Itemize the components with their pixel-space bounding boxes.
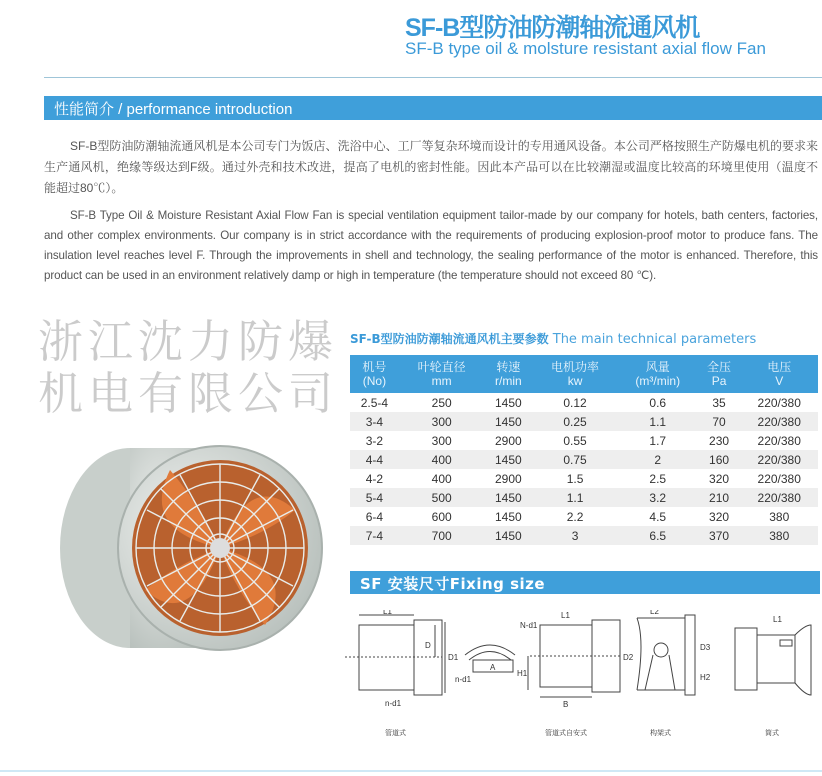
column-header-line: (No) [362, 374, 387, 388]
column-header [485, 355, 533, 393]
caption-frame: 构架式 [650, 730, 671, 737]
table-cell: 210 [698, 488, 741, 507]
column-header-line: 全压 [707, 360, 732, 374]
table-cell: 1450 [485, 488, 533, 507]
label-n-d1-2: n-d1 [455, 675, 472, 684]
table-cell: 300 [399, 412, 485, 431]
table-cell: 400 [431, 471, 452, 486]
page-title: SF-B型防油防潮轴流通风机 [405, 14, 700, 42]
table-cell: 0.12 [563, 395, 587, 410]
table-cell: 1450 [485, 526, 533, 545]
table-cell: 0.55 [563, 433, 587, 448]
label-d2: D2 [623, 653, 634, 662]
watermark: 浙江沈力防爆机电有限公司 [38, 315, 339, 420]
diagram-duct [345, 615, 445, 695]
table-cell: 7-4 [350, 526, 399, 545]
column-header-line: 转速 [496, 360, 521, 374]
table-cell: 230 [709, 433, 730, 448]
table-cell: 220/380 [740, 488, 818, 507]
label-d3: D3 [700, 643, 711, 652]
table-cell: 0.6 [649, 395, 667, 410]
column-header-line: Pa [711, 374, 727, 388]
table-row [350, 412, 818, 431]
table-cell: 220/380 [757, 433, 801, 448]
caption-cylinder: 筒式 [765, 730, 779, 737]
params-title-en: The main technical parameters [552, 332, 757, 347]
table-cell: 4-4 [350, 450, 399, 469]
intro-paragraph-en: SF-B Type Oil & Moisture Resistant Axial Flow Fan is special ventilation equipment tailor-made by our company for hotels, bath centers, factories, and other complex environments. Our company is in strict accordance with the requirements of producing explosion-proof motor to produce fans. The insulation level reaches level F. Through the improvements in shell and technology, the sealing performance of the motor is enhanced. Therefore, this product can be used in an environment relatively damp or high in temperature (the temperature should not exceed 80 ℃). [44, 209, 818, 282]
label-h1: H1 [517, 669, 528, 678]
table-cell: 2 [618, 450, 698, 469]
table-cell: 1450 [485, 450, 533, 469]
table-cell: 1.1 [532, 488, 618, 507]
table-cell: 1.5 [566, 471, 584, 486]
column-header-line: 机号 [362, 360, 387, 374]
table-row [350, 450, 818, 469]
column-header-line: mm [431, 374, 452, 388]
table-cell: 380 [740, 526, 818, 545]
table-header-row [350, 355, 818, 393]
table-cell: 2.5 [649, 471, 667, 486]
table-cell: 2.2 [566, 509, 584, 524]
column-header [618, 355, 698, 393]
table-cell: 2900 [495, 471, 522, 486]
table-cell: 1450 [495, 509, 522, 524]
table-cell: 600 [431, 509, 452, 524]
table-cell: 1450 [485, 412, 533, 431]
label-b: B [563, 700, 569, 709]
table-row [350, 469, 818, 488]
table-row [350, 393, 818, 412]
label-d1: D1 [448, 653, 459, 662]
table-cell: 35 [712, 395, 726, 410]
page-subtitle: SF-B type oil & molsture resistant axial flow Fan [405, 39, 766, 58]
table-cell: 0.75 [532, 450, 618, 469]
table-cell: 4-2 [365, 471, 384, 486]
label-l1: L1 [383, 610, 392, 616]
table-cell: 4.5 [649, 509, 667, 524]
label-d: D [425, 641, 431, 650]
table-cell: 700 [399, 526, 485, 545]
table-cell: 250 [431, 395, 452, 410]
diagram-cylinder [735, 625, 811, 695]
column-header [399, 355, 485, 393]
table-cell: 160 [698, 450, 741, 469]
params-title [350, 330, 756, 347]
column-header-line: r/min [495, 374, 522, 388]
label-l1-3: L1 [773, 615, 782, 624]
table-cell: 70 [698, 412, 741, 431]
table-cell: 6.5 [618, 526, 698, 545]
label-a: A [490, 663, 496, 672]
table-cell: 1450 [495, 395, 522, 410]
column-header [532, 355, 618, 393]
table-cell: 5-4 [350, 488, 399, 507]
column-header [740, 355, 818, 393]
table-cell: 3-4 [350, 412, 399, 431]
table-row [350, 488, 818, 507]
table-cell: 370 [698, 526, 741, 545]
table-cell: 1.7 [649, 433, 667, 448]
table-cell: 3 [532, 526, 618, 545]
table-cell: 220/380 [757, 471, 801, 486]
table-row [350, 526, 818, 545]
table-cell: 2.5-4 [360, 395, 389, 410]
table-cell: 3.2 [618, 488, 698, 507]
table-row [350, 431, 818, 450]
column-header-line: (m³/min) [635, 374, 681, 388]
table-cell: 320 [709, 471, 730, 486]
column-header [698, 355, 741, 393]
table-cell: 380 [769, 509, 790, 524]
params-title-cn: SF-B型防油防潮轴流通风机主要参数 [350, 332, 549, 346]
performance-heading: 性能简介 / performance introduction [44, 96, 822, 120]
table-cell: 2900 [495, 433, 522, 448]
table-cell: 400 [399, 450, 485, 469]
bottom-divider [0, 770, 822, 772]
column-header-line: 叶轮直径 [417, 360, 466, 374]
label-N-d1: N-d1 [520, 621, 538, 630]
fixing-size-diagrams [345, 610, 822, 760]
table-cell: 1.1 [618, 412, 698, 431]
table-cell: 6-4 [365, 509, 384, 524]
diagram-captions [385, 728, 779, 737]
table-cell: 220/380 [740, 412, 818, 431]
diagram-duct-self [528, 620, 620, 697]
caption-duct: 管道式 [385, 730, 406, 737]
caption-duct-self: 管道式自安式 [545, 730, 587, 737]
table-cell: 0.25 [532, 412, 618, 431]
table-cell: 500 [399, 488, 485, 507]
table-cell: 3-2 [365, 433, 384, 448]
column-header-line: 电机功率 [551, 360, 600, 374]
intro-paragraph-cn: SF-B型防油防潮轴流通风机是本公司专门为饭店、洗浴中心、工厂等复杂环境而设计的专用通风设备。本公司严格按照生产防爆电机的要求来生产通风机，绝缘等级达到F级。通过外壳和技术改进，提高了电机的密封性能。因此本产品可以在比较潮湿或温度比较高的环境里使用（温度不能超过80℃）。 [44, 139, 818, 195]
label-l1-2: L1 [561, 611, 570, 620]
fixing-size-heading: SF 安装尺寸Fixing size [350, 571, 820, 594]
diagram-frame [637, 615, 695, 695]
divider [44, 77, 822, 78]
table-cell: 220/380 [740, 450, 818, 469]
column-header-line: kw [567, 374, 583, 388]
parameters-table [350, 355, 818, 545]
table-cell: 320 [709, 509, 730, 524]
column-header-line: 风量 [645, 360, 670, 374]
fan-product-image [50, 420, 350, 660]
label-n-d1: n-d1 [385, 699, 402, 708]
column-header-line: V [775, 374, 784, 388]
table-row [350, 507, 818, 526]
table-cell: 220/380 [757, 395, 801, 410]
label-h2: H2 [700, 673, 711, 682]
column-header [350, 355, 399, 393]
table-cell: 300 [431, 433, 452, 448]
column-header-line: 电压 [767, 360, 792, 374]
label-l2: L2 [650, 610, 659, 616]
